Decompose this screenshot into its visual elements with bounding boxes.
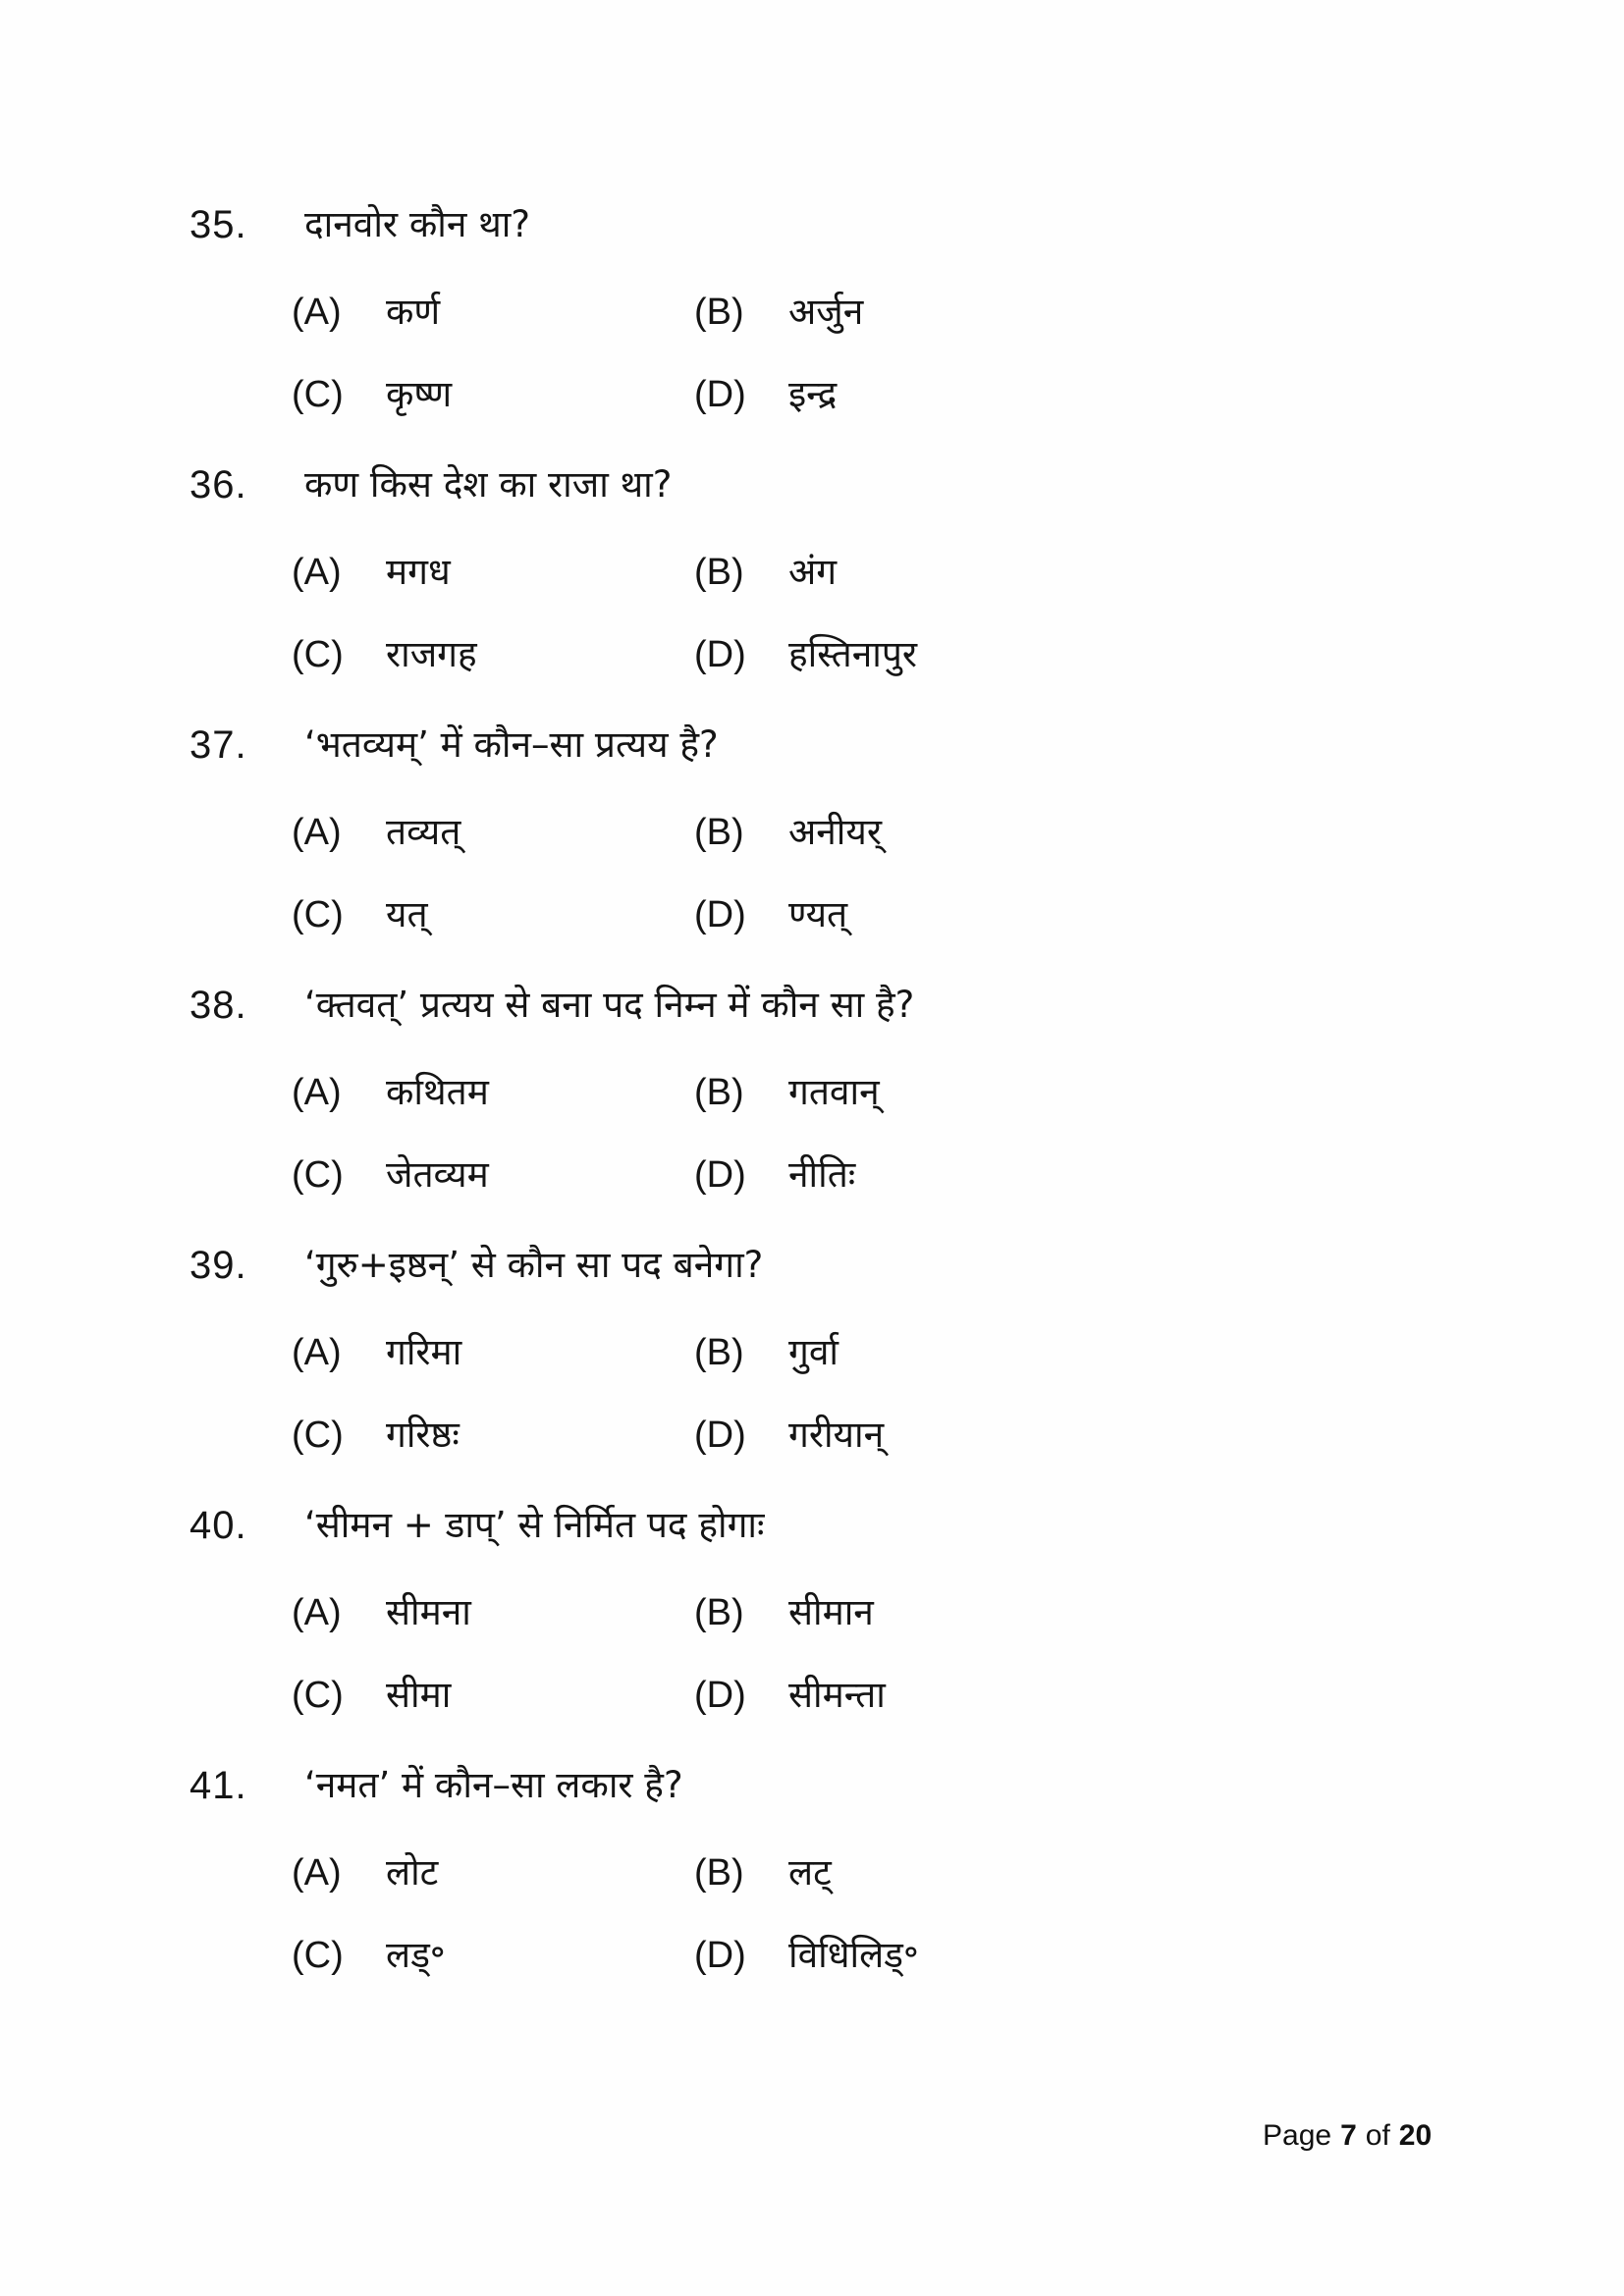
question-head <box>189 1502 1565 1549</box>
option-label: (C) <box>292 1935 344 1976</box>
option-label: (C) <box>292 894 344 935</box>
option-text: गरिष्ठः <box>386 1414 460 1456</box>
options-grid <box>292 1850 1565 1978</box>
question-number: 36. <box>189 463 247 507</box>
option-text: विधिलिड्॰ <box>788 1934 919 1976</box>
options-grid <box>292 1330 1565 1458</box>
option-text: यत् <box>386 893 428 935</box>
footer-total-pages: 20 <box>1398 2119 1433 2152</box>
question-text: ‘सीमन + डाप्’ से निर्मित पद होगाः <box>304 1504 765 1546</box>
option-text: सीमना <box>386 1591 471 1633</box>
question-text: ‘भतव्यम्’ में कौन–सा प्रत्यय है? <box>304 723 719 766</box>
option-text: इन्द्र <box>788 373 838 415</box>
options-grid <box>292 550 1565 677</box>
option-item-b <box>694 1070 1565 1115</box>
option-label: (C) <box>292 1675 344 1716</box>
option-item-c <box>292 1673 694 1718</box>
option-item-b <box>694 810 1565 855</box>
page-footer <box>1263 2118 1432 2154</box>
option-text: कर्ण <box>386 291 441 333</box>
option-text: सीमा <box>386 1674 452 1716</box>
option-item-c <box>292 1152 694 1198</box>
option-label: (B) <box>694 1072 744 1113</box>
option-label: (C) <box>292 374 344 415</box>
footer-page-label: Page <box>1263 2119 1332 2152</box>
question-item <box>189 1242 1565 1502</box>
question-text: दानवोर कौन था? <box>304 203 530 245</box>
option-item-d <box>694 1413 1565 1458</box>
questions-list <box>189 201 1565 2022</box>
option-item-c <box>292 1933 694 1978</box>
footer-of-label: of <box>1365 2119 1390 2152</box>
option-item-b <box>694 290 1565 335</box>
option-item-d <box>694 1933 1565 1978</box>
options-grid <box>292 810 1565 937</box>
option-item-b <box>694 1590 1565 1635</box>
question-number: 40. <box>189 1504 247 1547</box>
question-item <box>189 721 1565 982</box>
option-label: (D) <box>694 894 746 935</box>
option-text: लोट <box>386 1851 439 1894</box>
question-number: 39. <box>189 1244 247 1287</box>
question-head <box>189 461 1565 508</box>
option-text: कथितम <box>386 1071 489 1113</box>
option-label: (A) <box>292 812 342 853</box>
question-head <box>189 982 1565 1029</box>
question-text: ‘गुरु+इष्ठन्’ से कौन सा पद बनेगा? <box>304 1244 764 1286</box>
option-text: राजगह <box>386 633 477 675</box>
option-label: (A) <box>292 292 342 333</box>
option-item-b <box>694 550 1565 595</box>
question-item <box>189 1762 1565 2022</box>
option-label: (A) <box>292 1072 342 1113</box>
option-text: तव्यत् <box>386 811 461 853</box>
footer-current-page: 7 <box>1340 2119 1357 2152</box>
option-item-c <box>292 892 694 937</box>
option-label: (D) <box>694 1154 746 1196</box>
option-text: नीतिः <box>788 1153 856 1196</box>
option-label: (D) <box>694 1935 746 1976</box>
question-item <box>189 461 1565 721</box>
option-text: गुर्वा <box>788 1331 839 1373</box>
option-item-a <box>292 290 694 335</box>
question-item <box>189 1502 1565 1762</box>
option-text: गरीयान् <box>788 1414 885 1456</box>
option-item-b <box>694 1330 1565 1375</box>
question-text: कण किस देश का राजा था? <box>304 463 673 506</box>
option-item-d <box>694 892 1565 937</box>
question-text: ‘क्तवत्’ प्रत्यय से बना पद निम्न में कौन सा है? <box>304 984 915 1026</box>
option-item-c <box>292 632 694 677</box>
option-text: सीमन्ता <box>788 1674 886 1716</box>
option-item-a <box>292 1590 694 1635</box>
options-grid <box>292 290 1565 417</box>
option-label: (B) <box>694 292 744 333</box>
option-text: गतवान् <box>788 1071 880 1113</box>
option-text: कृष्ण <box>386 373 453 415</box>
option-item-b <box>694 1850 1565 1896</box>
question-number: 35. <box>189 203 247 246</box>
option-label: (D) <box>694 1415 746 1456</box>
option-label: (B) <box>694 1592 744 1633</box>
option-text: गरिमा <box>386 1331 462 1373</box>
option-label: (C) <box>292 634 344 675</box>
question-head <box>189 201 1565 248</box>
question-head <box>189 1242 1565 1289</box>
option-label: (A) <box>292 552 342 593</box>
option-text: सीमान <box>788 1591 874 1633</box>
option-text: जेतव्यम <box>386 1153 489 1196</box>
option-label: (A) <box>292 1852 342 1894</box>
option-text: ण्यत् <box>788 893 848 935</box>
options-grid <box>292 1590 1565 1718</box>
question-item <box>189 982 1565 1242</box>
option-label: (C) <box>292 1154 344 1196</box>
question-number: 37. <box>189 723 247 767</box>
option-text: मगध <box>386 551 451 593</box>
question-number: 41. <box>189 1764 247 1807</box>
option-text: अंग <box>788 551 838 593</box>
question-head <box>189 1762 1565 1809</box>
option-text: लट् <box>788 1851 832 1894</box>
option-item-d <box>694 1673 1565 1718</box>
option-text: लड्॰ <box>386 1934 446 1976</box>
question-number: 38. <box>189 984 247 1027</box>
option-item-d <box>694 632 1565 677</box>
option-label: (D) <box>694 1675 746 1716</box>
option-text: हस्तिनापुर <box>788 633 917 675</box>
question-item <box>189 201 1565 461</box>
option-text: अनीयर् <box>788 811 882 853</box>
option-label: (A) <box>292 1592 342 1633</box>
option-label: (D) <box>694 374 746 415</box>
options-grid <box>292 1070 1565 1198</box>
option-item-d <box>694 1152 1565 1198</box>
option-label: (D) <box>694 634 746 675</box>
option-text: अर्जुन <box>788 291 864 333</box>
option-label: (B) <box>694 1332 744 1373</box>
option-item-a <box>292 550 694 595</box>
question-text: ‘नमत’ में कौन–सा लकार है? <box>304 1764 683 1806</box>
option-item-a <box>292 1850 694 1896</box>
option-item-a <box>292 810 694 855</box>
option-item-a <box>292 1330 694 1375</box>
option-label: (B) <box>694 552 744 593</box>
option-item-a <box>292 1070 694 1115</box>
option-item-c <box>292 372 694 417</box>
question-head <box>189 721 1565 769</box>
option-label: (B) <box>694 812 744 853</box>
option-label: (C) <box>292 1415 344 1456</box>
option-label: (A) <box>292 1332 342 1373</box>
option-item-d <box>694 372 1565 417</box>
option-item-c <box>292 1413 694 1458</box>
option-label: (B) <box>694 1852 744 1894</box>
